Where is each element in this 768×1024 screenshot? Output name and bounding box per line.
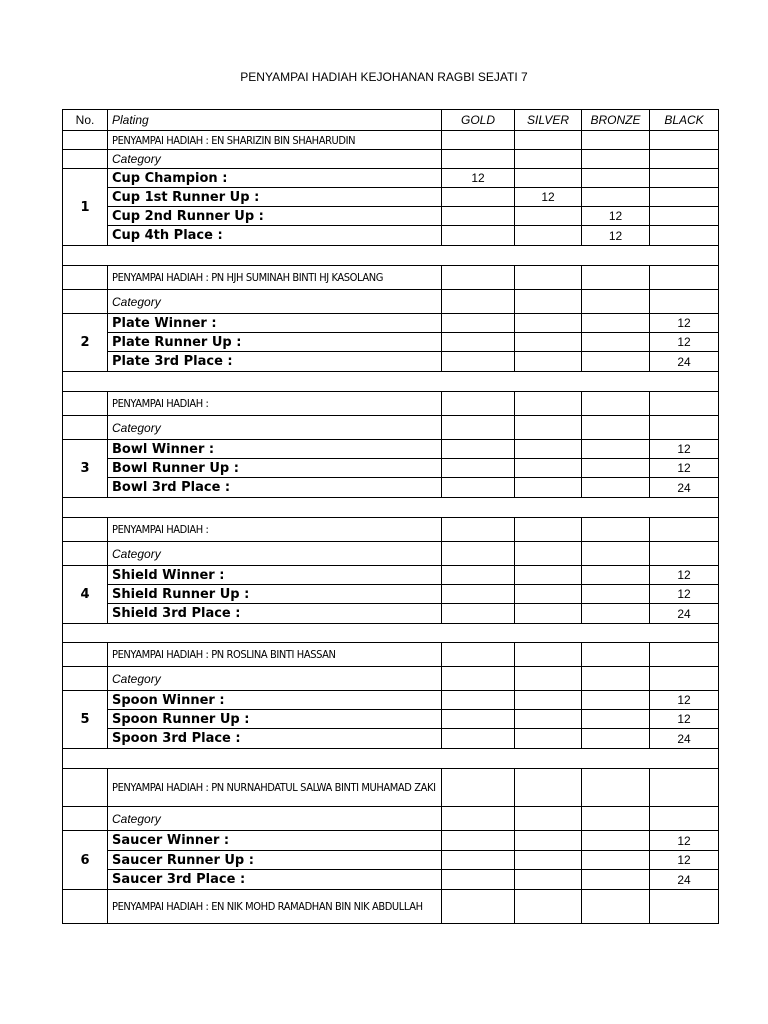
gold-count	[442, 188, 515, 207]
silver-count	[515, 440, 582, 459]
spacer-row	[63, 372, 719, 392]
bronze-count	[582, 851, 650, 870]
bronze-count	[582, 314, 650, 333]
award-row	[63, 169, 719, 188]
header-gold: GOLD	[442, 110, 515, 131]
bronze-count	[582, 478, 650, 498]
gold-count	[442, 831, 515, 851]
award-label: Cup 2nd Runner Up :	[108, 207, 442, 226]
award-row	[63, 691, 719, 710]
silver-count	[515, 585, 582, 604]
black-count: 12	[650, 566, 719, 585]
award-label: Plate 3rd Place :	[108, 352, 442, 372]
presenter-row	[63, 890, 719, 924]
gold-count	[442, 566, 515, 585]
black-count: 24	[650, 478, 719, 498]
bronze-count	[582, 169, 650, 188]
bronze-count	[582, 566, 650, 585]
bronze-count	[582, 831, 650, 851]
silver-count	[515, 566, 582, 585]
black-count	[650, 207, 719, 226]
category-row	[63, 667, 719, 691]
bronze-count: 12	[582, 226, 650, 246]
header-silver: SILVER	[515, 110, 582, 131]
black-count	[650, 226, 719, 246]
award-row	[63, 459, 719, 478]
presenter-name: PENYAMPAI HADIAH : PN ROSLINA BINTI HASSAN	[108, 643, 442, 667]
award-label: Saucer 3rd Place :	[108, 870, 442, 890]
silver-count	[515, 169, 582, 188]
gold-count	[442, 604, 515, 624]
bronze-count	[582, 440, 650, 459]
award-row	[63, 604, 719, 624]
award-label: Bowl Winner :	[108, 440, 442, 459]
black-count: 24	[650, 352, 719, 372]
silver-count	[515, 831, 582, 851]
prize-presenter-table	[62, 109, 719, 924]
black-count: 12	[650, 691, 719, 710]
award-label: Plate Winner :	[108, 314, 442, 333]
header-plating: Plating	[108, 110, 442, 131]
spacer-row	[63, 624, 719, 643]
silver-count	[515, 691, 582, 710]
black-count: 12	[650, 333, 719, 352]
bronze-count	[582, 333, 650, 352]
award-label: Spoon 3rd Place :	[108, 729, 442, 749]
presenter-name: PENYAMPAI HADIAH : EN NIK MOHD RAMADHAN BIN NIK ABDULLAH	[108, 890, 442, 924]
black-count: 12	[650, 831, 719, 851]
presenter-name: PENYAMPAI HADIAH : EN SHARIZIN BIN SHAHARUDIN	[108, 131, 442, 150]
silver-count	[515, 314, 582, 333]
gold-count	[442, 440, 515, 459]
black-count: 12	[650, 459, 719, 478]
gold-count	[442, 870, 515, 890]
award-row	[63, 566, 719, 585]
category-row	[63, 416, 719, 440]
black-count: 24	[650, 729, 719, 749]
gold-count	[442, 333, 515, 352]
award-label: Bowl Runner Up :	[108, 459, 442, 478]
category-row	[63, 150, 719, 169]
silver-count	[515, 604, 582, 624]
gold-count	[442, 691, 515, 710]
silver-count	[515, 710, 582, 729]
silver-count	[515, 478, 582, 498]
section-number: 3	[63, 440, 108, 498]
gold-count	[442, 459, 515, 478]
section-number: 6	[63, 831, 108, 890]
black-count: 12	[650, 314, 719, 333]
section-number: 5	[63, 691, 108, 749]
black-count: 24	[650, 870, 719, 890]
silver-count	[515, 459, 582, 478]
award-row	[63, 352, 719, 372]
bronze-count	[582, 188, 650, 207]
category-label: Category	[108, 416, 442, 440]
presenter-row	[63, 643, 719, 667]
category-row	[63, 807, 719, 831]
category-label: Category	[108, 150, 442, 169]
award-row	[63, 851, 719, 870]
presenter-row	[63, 769, 719, 807]
section-number: 1	[63, 169, 108, 246]
gold-count	[442, 729, 515, 749]
silver-count	[515, 226, 582, 246]
black-count	[650, 188, 719, 207]
black-count: 12	[650, 710, 719, 729]
silver-count	[515, 352, 582, 372]
award-label: Spoon Winner :	[108, 691, 442, 710]
spacer-row	[63, 749, 719, 769]
silver-count: 12	[515, 188, 582, 207]
gold-count	[442, 710, 515, 729]
header-black: BLACK	[650, 110, 719, 131]
silver-count	[515, 729, 582, 749]
header-bronze: BRONZE	[582, 110, 650, 131]
award-row	[63, 710, 719, 729]
bronze-count	[582, 710, 650, 729]
category-label: Category	[108, 542, 442, 566]
black-count	[650, 169, 719, 188]
award-label: Cup 4th Place :	[108, 226, 442, 246]
gold-count	[442, 352, 515, 372]
category-label: Category	[108, 667, 442, 691]
presenter-row	[63, 131, 719, 150]
black-count: 12	[650, 585, 719, 604]
presenter-row	[63, 518, 719, 542]
award-row	[63, 333, 719, 352]
award-row	[63, 314, 719, 333]
award-label: Saucer Winner :	[108, 831, 442, 851]
silver-count	[515, 333, 582, 352]
black-count: 12	[650, 440, 719, 459]
bronze-count	[582, 585, 650, 604]
table-header-row	[63, 110, 719, 131]
award-row	[63, 729, 719, 749]
award-label: Shield Winner :	[108, 566, 442, 585]
category-row	[63, 542, 719, 566]
award-row	[63, 188, 719, 207]
award-row	[63, 870, 719, 890]
bronze-count	[582, 729, 650, 749]
black-count: 24	[650, 604, 719, 624]
presenter-name: PENYAMPAI HADIAH : PN NURNAHDATUL SALWA BINTI MUHAMAD ZAKI	[108, 769, 442, 807]
award-row	[63, 585, 719, 604]
silver-count	[515, 851, 582, 870]
award-label: Shield 3rd Place :	[108, 604, 442, 624]
award-label: Saucer Runner Up :	[108, 851, 442, 870]
bronze-count	[582, 870, 650, 890]
spacer-row	[63, 246, 719, 266]
award-row	[63, 831, 719, 851]
gold-count: 12	[442, 169, 515, 188]
bronze-count	[582, 604, 650, 624]
spacer-row	[63, 498, 719, 518]
award-row	[63, 478, 719, 498]
gold-count	[442, 226, 515, 246]
presenter-name: PENYAMPAI HADIAH :	[108, 392, 442, 416]
gold-count	[442, 585, 515, 604]
presenter-row	[63, 392, 719, 416]
silver-count	[515, 207, 582, 226]
award-label: Plate Runner Up :	[108, 333, 442, 352]
category-label: Category	[108, 807, 442, 831]
award-row	[63, 440, 719, 459]
award-row	[63, 207, 719, 226]
award-label: Spoon Runner Up :	[108, 710, 442, 729]
category-row	[63, 290, 719, 314]
award-row	[63, 226, 719, 246]
presenter-name: PENYAMPAI HADIAH : PN HJH SUMINAH BINTI HJ KASOLANG	[108, 266, 442, 290]
award-label: Cup Champion :	[108, 169, 442, 188]
gold-count	[442, 478, 515, 498]
presenter-row	[63, 266, 719, 290]
award-label: Shield Runner Up :	[108, 585, 442, 604]
header-no: No.	[63, 110, 108, 131]
section-number: 4	[63, 566, 108, 624]
black-count: 12	[650, 851, 719, 870]
silver-count	[515, 870, 582, 890]
gold-count	[442, 314, 515, 333]
award-label: Cup 1st Runner Up :	[108, 188, 442, 207]
bronze-count: 12	[582, 207, 650, 226]
gold-count	[442, 851, 515, 870]
bronze-count	[582, 459, 650, 478]
gold-count	[442, 207, 515, 226]
award-label: Bowl 3rd Place :	[108, 478, 442, 498]
bronze-count	[582, 691, 650, 710]
document-title: PENYAMPAI HADIAH KEJOHANAN RAGBI SEJATI 7	[240, 70, 528, 84]
bronze-count	[582, 352, 650, 372]
section-number: 2	[63, 314, 108, 372]
category-label: Category	[108, 290, 442, 314]
presenter-name: PENYAMPAI HADIAH :	[108, 518, 442, 542]
